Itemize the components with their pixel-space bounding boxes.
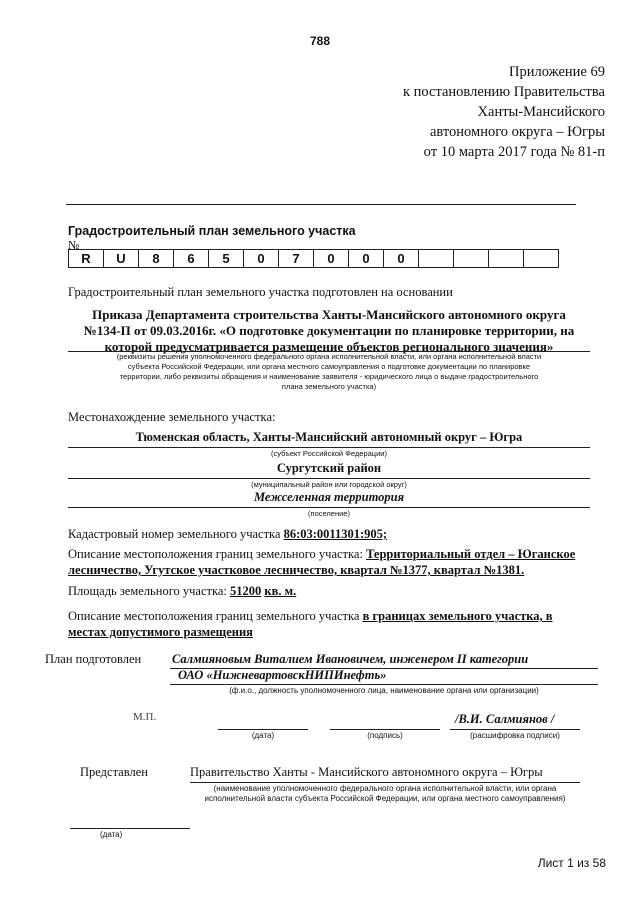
caption-line: плана земельного участка) <box>281 382 377 391</box>
area-value: 51200 <box>230 584 262 598</box>
boundaries-row <box>68 547 575 562</box>
page-number: 788 <box>309 34 331 48</box>
subject-value: Тюменская область, Ханты-Мансийский автономный округ – Югра <box>135 430 523 444</box>
date-caption: (дата) <box>251 731 275 740</box>
basis-caption <box>68 352 590 392</box>
placement-label: Описание местоположения границ земельного участка <box>68 609 360 623</box>
basis-order <box>68 307 590 355</box>
caption-line: субъекта Российской Федерации, или органа местного самоуправления о подготовке документации по планировке <box>127 362 531 371</box>
boundaries-value-2: лесничество, Угутское участковое лесничество, квартал №1377, квартал №1381. <box>68 563 525 577</box>
prepared-caption: (ф.и.о., должность уполномоченного лица, наименование органа или организации) <box>229 686 539 695</box>
number-sign: № <box>68 238 80 252</box>
area-label: Площадь земельного участка: <box>68 584 227 598</box>
document-title: Градостроительный план земельного участка <box>68 224 356 238</box>
appendix-line: к постановлению Правительства <box>403 84 605 100</box>
caption-line: исполнительной власти субъекта Российской Федерации, или органа местного самоуправления) <box>204 794 566 803</box>
district-value: Сургутский район <box>276 461 382 475</box>
submitted-value: Правительство Ханты - Мансийского автономного округа – Югры <box>190 765 543 779</box>
district-caption: (муниципальный район или городской округ) <box>251 480 407 489</box>
date-line <box>218 729 308 730</box>
underline <box>68 478 590 479</box>
submitted-date-caption: (дата) <box>100 830 123 839</box>
divider-line <box>66 204 576 205</box>
submitted-date-line <box>70 828 190 829</box>
underline <box>170 684 598 685</box>
number-cell: U <box>104 250 139 268</box>
cadastral-label: Кадастровый номер земельного участка <box>68 527 281 541</box>
cadastral-row <box>68 527 387 542</box>
caption-line: территории, либо реквизиты обращения и наименование заявителя - юридического лица о выдаче градостроительного <box>119 372 539 381</box>
placement-row <box>68 609 553 624</box>
sheet-counter: Лист 1 из 58 <box>537 856 606 870</box>
basis-intro: Градостроительный план земельного участка подготовлен на основании <box>68 285 453 299</box>
basis-order-line: которой предусматривается размещение объектов регионального значения» <box>104 339 554 354</box>
subject-caption: (субъект Российской Федерации) <box>271 449 387 458</box>
caption-line: (реквизиты решения уполномоченного федерального органа исполнительной власти, или органа исполнительной власти <box>116 352 542 361</box>
decode-line <box>450 729 580 730</box>
number-cell <box>419 250 454 268</box>
placement-value-2: местах допустимого размещения <box>68 625 253 639</box>
number-cell: 0 <box>384 250 419 268</box>
plan-number-grid <box>68 249 559 268</box>
number-cell: 5 <box>209 250 244 268</box>
placement-value-1: в границах земельного участка, в <box>362 609 553 623</box>
settlement-caption: (поселение) <box>308 509 350 518</box>
number-cell <box>489 250 524 268</box>
appendix-block <box>403 62 605 162</box>
stamp-label: М.П. <box>133 711 157 723</box>
number-cell <box>454 250 489 268</box>
signature-line <box>330 729 440 730</box>
submitted-caption <box>170 784 600 804</box>
area-unit: кв. м. <box>264 584 297 598</box>
submitted-label: Представлен <box>80 765 148 779</box>
number-cell: 0 <box>349 250 384 268</box>
number-cell <box>524 250 559 268</box>
underline <box>68 447 590 448</box>
boundaries-value-1: Территориальный отдел – Юганское <box>366 547 576 561</box>
prepared-value-1: Салмияновым Виталием Ивановичем, инженером II категории <box>172 652 529 666</box>
location-label: Местонахождение земельного участка: <box>68 410 276 424</box>
basis-order-line: Приказа Департамента строительства Ханты-Мансийского автономного округа <box>92 307 566 322</box>
cadastral-value: 86:03:0011301:905; <box>283 527 388 541</box>
number-cell: 7 <box>279 250 314 268</box>
number-cell: 0 <box>314 250 349 268</box>
caption-line: (наименование уполномоченного федерального органа исполнительной власти, или органа <box>213 784 557 793</box>
underline <box>190 782 580 783</box>
prepared-value-2: ОАО «НижневартовскНИПИнефть» <box>178 668 387 682</box>
number-cell: 0 <box>244 250 279 268</box>
prepared-label: План подготовлен <box>45 652 142 666</box>
settlement-value: Межселенная территория <box>253 490 405 504</box>
appendix-line: от 10 марта 2017 года № 81-п <box>423 144 605 160</box>
appendix-line: Приложение 69 <box>509 64 605 80</box>
boundaries-label: Описание местоположения границ земельного участка: <box>68 547 363 561</box>
signer-name: /В.И. Салмиянов / <box>455 712 555 726</box>
number-cell: 8 <box>139 250 174 268</box>
basis-order-line: №134-П от 09.03.2016г. «О подготовке документации по планировке территории, на <box>83 323 575 338</box>
appendix-line: автономного округа – Югры <box>429 124 605 140</box>
decode-caption: (расшифровка подписи) <box>470 731 560 740</box>
appendix-line: Ханты-Мансийского <box>477 104 605 120</box>
number-cell: R <box>69 250 104 268</box>
underline <box>68 507 590 508</box>
signature-caption: (подпись) <box>367 731 403 740</box>
area-row <box>68 584 296 599</box>
number-cell: 6 <box>174 250 209 268</box>
